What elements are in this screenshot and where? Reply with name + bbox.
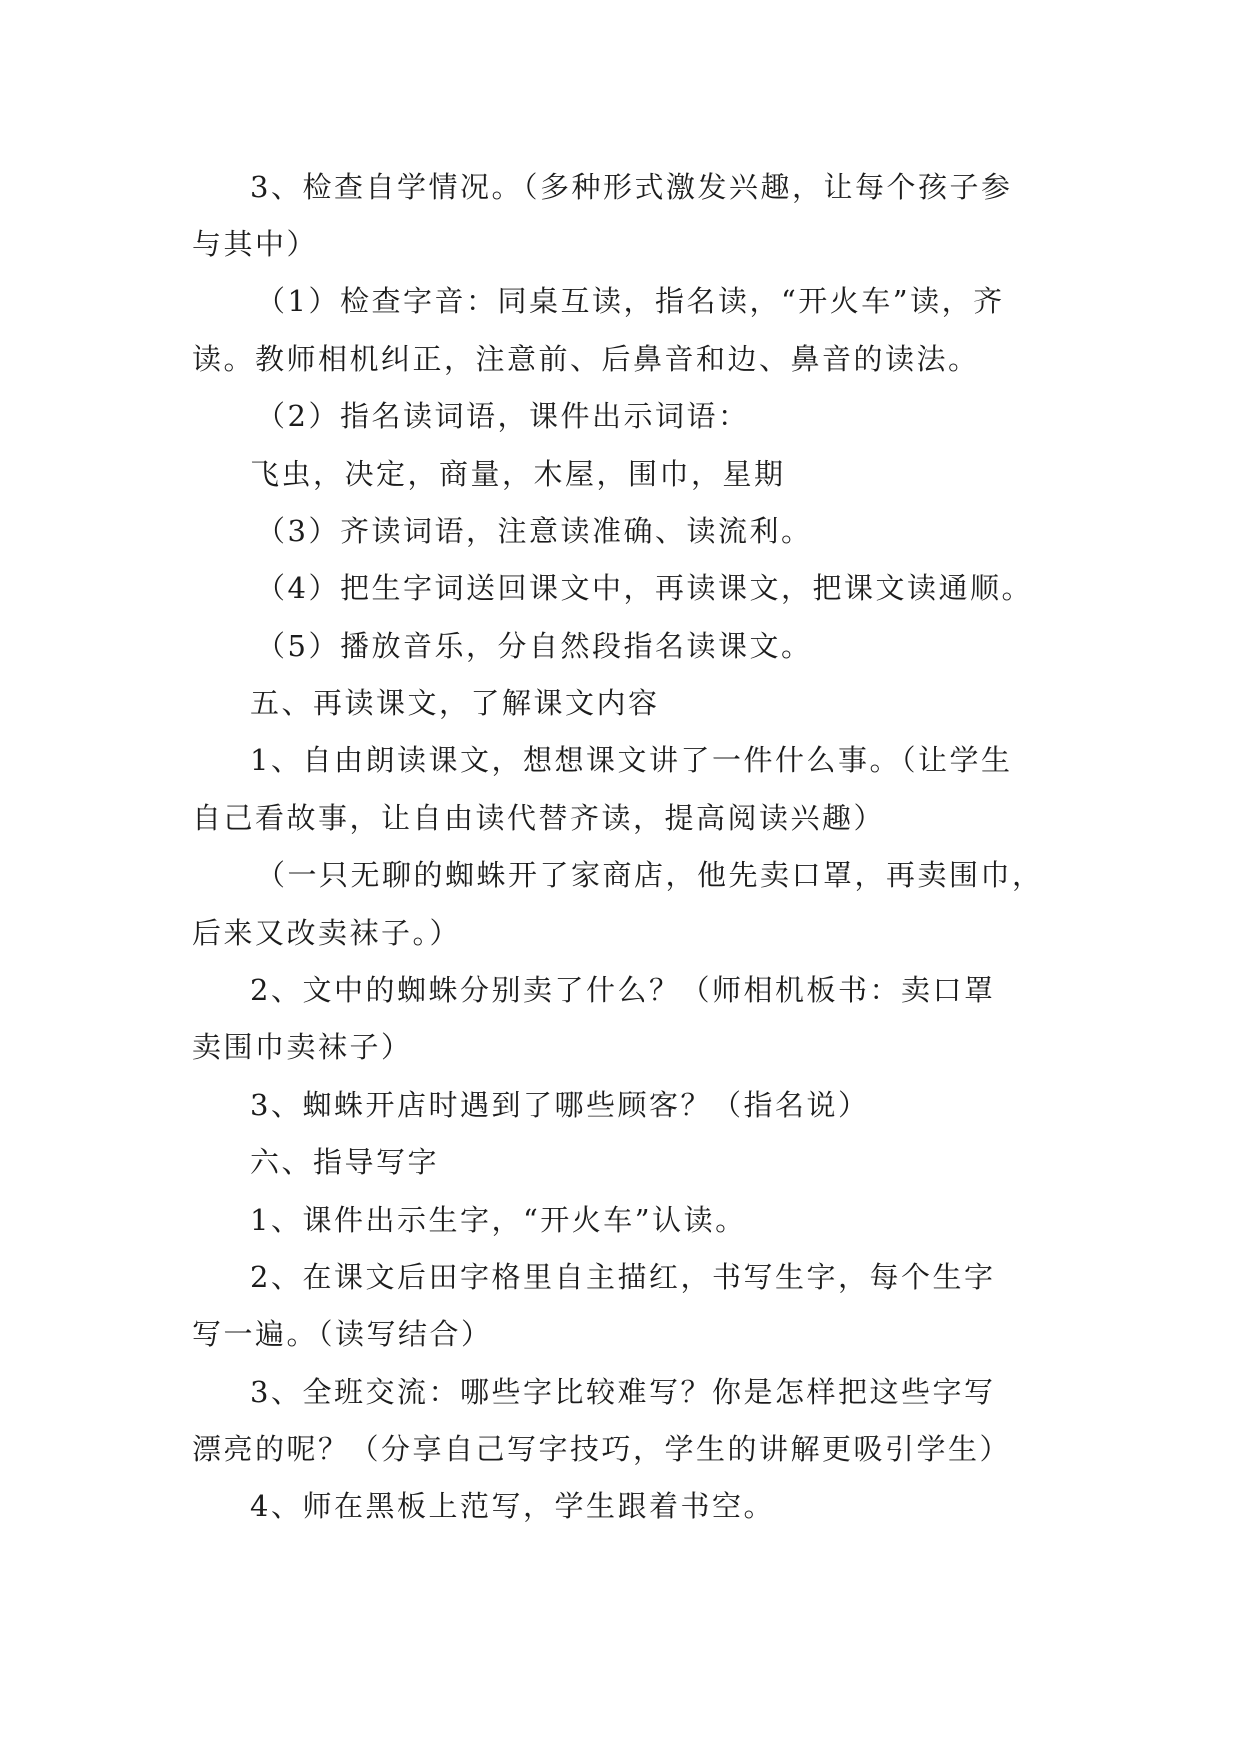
text-line: 3、蜘蛛开店时遇到了哪些顾客？（指名说） — [250, 1088, 870, 1122]
text-line: 飞虫，决定，商量，木屋，围巾，星期 — [250, 457, 786, 491]
text-line: 与其中） — [192, 227, 319, 261]
text-line: 卖围巾卖袜子） — [192, 1030, 413, 1064]
text-line: （2）指名读词语，课件出示词语： — [256, 399, 750, 433]
text-line: （3）齐读词语，注意读准确、读流利。 — [256, 514, 813, 548]
text-line: 五、再读课文，了解课文内容 — [250, 686, 660, 720]
text-line: （5）播放音乐，分自然段指名读课文。 — [256, 629, 813, 663]
text-line: （1）检查字音：同桌互读，指名读，“开火车”读，齐 — [256, 284, 1005, 318]
text-line: 4、师在黑板上范写，学生跟着书空。 — [250, 1489, 775, 1523]
text-line: 读。教师相机纠正，注意前、后鼻音和边、鼻音的读法。 — [192, 342, 980, 376]
text-line: 写一遍。（读写结合） — [192, 1317, 493, 1351]
text-line: 1、课件出示生字，“开火车”认读。 — [250, 1203, 747, 1237]
text-line: 3、检查自学情况。（多种形式激发兴趣，让每个孩子参 — [250, 170, 1013, 204]
text-line: 2、文中的蜘蛛分别卖了什么？（师相机板书：卖口罩 — [250, 973, 996, 1007]
text-line: 六、指导写字 — [250, 1145, 440, 1179]
text-line: （4）把生字词送回课文中，再读课文，把课文读通顺。 — [256, 571, 1033, 605]
text-line: 3、全班交流：哪些字比较难写？你是怎样把这些字写 — [250, 1375, 996, 1409]
text-line: 后来又改卖袜子。） — [192, 916, 462, 950]
text-line: （一只无聊的蜘蛛开了家商店，他先卖口罩，再卖围巾， — [256, 858, 1044, 892]
text-line: 1、自由朗读课文，想想课文讲了一件什么事。（让学生 — [250, 743, 1013, 777]
text-line: 漂亮的呢？（分享自己写字技巧，学生的讲解更吸引学生） — [192, 1432, 1012, 1466]
text-line: 2、在课文后田字格里自主描红，书写生字，每个生字 — [250, 1260, 996, 1294]
text-line: 自己看故事，让自由读代替齐读，提高阅读兴趣） — [192, 801, 886, 835]
